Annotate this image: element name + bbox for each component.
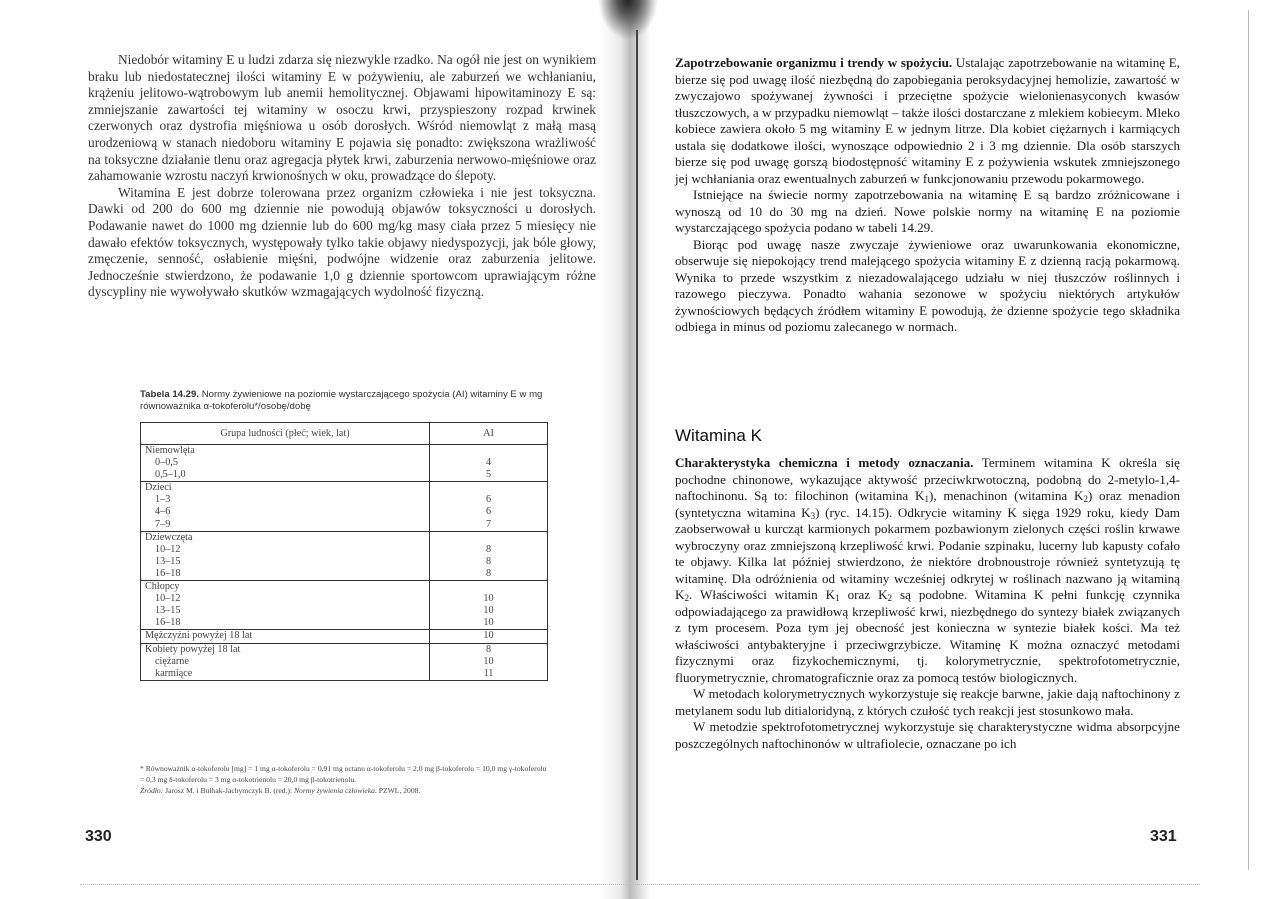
table-cell-group: 13–15 [141, 556, 430, 568]
table-cell-group: 7–9 [141, 519, 430, 532]
table-cell-group: Dziewczęta [141, 531, 430, 544]
text-run: ) oraz menadion (syntetyczna witamina K [675, 488, 1180, 520]
paragraph [675, 455, 1180, 686]
table-row [141, 617, 548, 630]
table-cell-ai: 4 [430, 457, 548, 469]
table-footnote [140, 763, 550, 796]
table-cell-group: Chłopcy [141, 581, 430, 594]
table-row [141, 630, 548, 643]
table-row [141, 643, 548, 656]
table-cell-ai [430, 445, 548, 458]
table-row [141, 457, 548, 469]
source-title: Normy żywienia człowieka. [293, 786, 377, 795]
subscript: 2 [1083, 494, 1088, 504]
text-run: ) (ryc. 14.15). Odkrycie witaminy K sięga 1929 roku, kiedy Dam zaobserwował u kurcząt karmionych pokarmem pozbawionym zielonych części roślin krwawe wybroczyny oraz zmniejszoną krzepliwość krwi. Podanie szpinaku, lucerny lub kapusty cofało te objawy. Kilka lat później stwierdzono, że niektóre drobnoustroje również syntetyzują tę witaminę. Dla odróżnienia od witaminy wcześniej odkrytej w roślinach nazwano ją witaminą K [675, 504, 1180, 602]
right-page-text-top [675, 55, 1180, 336]
table-row [141, 494, 548, 506]
table-cell-ai: 8 [430, 544, 548, 556]
page-number-right: 331 [1150, 828, 1177, 845]
table-cell-group: 10–12 [141, 593, 430, 605]
table-row [141, 593, 548, 605]
text-run: są podobne. Witamina K pełni funkcję czynnika odpowiadającego za prawidłową krzepliwość krwi, niezbędnego do syntezy białek związanych z tym procesem. Poza tym jej obecność jest konieczna w syntezie białek kości. Ma też właściwości antybakteryjne i przeciwgrzybicze. Witaminę K można oznaczyć metodami fizycznymi oraz fizykochemicznymi, tj. kolorymetrycznie, spektrofotometrycznie, fluorymetrycznie, chromatograficznie oraz za pomocą testów biologicznych. [675, 587, 1180, 685]
table-cell-group: 0,5–1,0 [141, 469, 430, 482]
table-header-group: Grupa ludności (płeć; wiek, lat) [141, 423, 430, 445]
paragraph: Witamina E jest dobrze tolerowana przez organizm człowieka i nie jest toksyczna. Dawki od 200 do 600 mg dziennie nie powodują objawów toksyczności u dorosłych. Podawanie nawet do 1000 mg dziennie lub do 600 mg/kg masy ciała przez 5 miesięcy nie dawało efektów toksycznych, występowały tylko takie objawy niedyspozycji, jak bóle głowy, zmęczenie, senność, osłabienie mięśni, podwójne widzenie oraz zaburzenia jelitowe. Jednocześnie stwierdzono, że podawanie 1,0 g dziennie sportowcom uprawiającym różne dyscypliny nie wywoływało skutków wzmagających wydolność fizyczną. [88, 184, 596, 300]
table-cell-group: Dzieci [141, 482, 430, 495]
table-row [141, 445, 548, 458]
left-page-text [88, 52, 596, 301]
paragraph-body: Ustalając zapotrzebowanie na witaminę E, bierze się pod uwagę ilość niezbędną do zapobiegania peroksydacyjnej hemolizie, zawartość w zwyczajowo spożywanej żywności i przeciętne spożycie wielonienasyconych kwasów tłuszczowych, a w przypadku niemowląt – także ilości dostarczane z mlekiem kobiecym. Mleko kobiece zawiera około 5 mg witaminy E w jednym litrze. Dla kobiet ciężarnych i karmiących ustala się dodatkowe ilości, wynoszące odpowiednio 2 i 3 mg dziennie. Dla osób starszych bierze się pod uwagę gorszą biodostępność witaminy E z pożywienia wskutek zmniejszonego jej wchłaniania oraz ewentualnych zaburzeń w funkcjonowaniu przewodu pokarmowego. [675, 55, 1180, 186]
table-cell-ai: 10 [430, 617, 548, 630]
table-cell-ai [430, 531, 548, 544]
table-row [141, 544, 548, 556]
text-run: oraz K [839, 587, 888, 602]
table-cell-ai: 10 [430, 630, 548, 643]
table-row [141, 482, 548, 495]
subscript: 3 [810, 510, 816, 521]
table-cell-group: 10–12 [141, 544, 430, 556]
table-cell-group: Mężczyźni powyżej 18 lat [141, 630, 430, 643]
text-run: . Właściwości witamin K [688, 587, 836, 602]
page-number-left: 330 [85, 828, 112, 845]
table-cell-group: Niemowlęta [141, 445, 430, 458]
table-cell-group: 16–18 [141, 617, 430, 630]
table-cell-group: 13–15 [141, 605, 430, 617]
table-cell-group: 0–0,5 [141, 457, 430, 469]
table-cell-ai: 7 [430, 519, 548, 532]
paragraph-lead: Zapotrzebowanie organizmu i trendy w spożyciu. [675, 55, 953, 70]
table-caption-text: Normy żywieniowe na poziomie wystarczającego spożycia (AI) witaminy E w mg równoważnika α-tokoferolu*/osobę/dobę [140, 389, 543, 412]
table-cell-ai: 8 [430, 556, 548, 568]
subscript: 1 [835, 593, 840, 603]
table-cell-group: ciężarne [141, 656, 430, 668]
subscript: 1 [924, 494, 929, 504]
source-authors: Jarosz M. i Bułhak-Jachymczyk B. (red.): [165, 786, 293, 795]
table-cell-ai: 5 [430, 469, 548, 482]
table-cell-group: karmiące [141, 668, 430, 681]
table-cell-ai: 10 [430, 605, 548, 617]
table-cell-ai: 6 [430, 494, 548, 506]
table-row [141, 656, 548, 668]
table-label: Tabela 14.29. [140, 389, 200, 400]
table-cell-ai: 8 [430, 568, 548, 581]
table-body [141, 445, 548, 681]
right-page-text-bottom [675, 455, 1180, 752]
table-row [141, 581, 548, 594]
table-row [141, 556, 548, 568]
norms-table [140, 422, 548, 681]
section-heading: Witamina K [675, 426, 762, 445]
table-cell-ai: 10 [430, 656, 548, 668]
table-header-ai: AI [430, 423, 548, 445]
table-row [141, 531, 548, 544]
table-cell-group: 16–18 [141, 568, 430, 581]
subscript: 2 [887, 593, 893, 603]
table-cell-ai: 6 [430, 506, 548, 518]
table-cell-ai [430, 482, 548, 495]
table-row [141, 568, 548, 581]
source-publisher: PZWL, 2008. [378, 786, 421, 795]
paragraph: Niedobór witaminy E u ludzi zdarza się niezwykle rzadko. Na ogół nie jest on wynikiem braku lub niedostatecznej ilości witaminy E w pożywieniu, ale zaburzeń we wchłanianiu, krążeniu jelitowo-wątrobowym lub anemii hemolitycznej. Objawami hipowitaminozy E są: zmniejszanie zawartości tej witaminy w osoczu krwi, przyspieszony rozpad krwinek czerwonych oraz dystrofia mięśniowa u osób dorosłych. Wśród niemowląt z małą masą urodzeniową w stanach niedoboru witaminy E pojawia się ponadto: zwiększona wrażliwość na toksyczne działanie tlenu oraz agregacja płytek krwi, zaburzenia nerwowo-mięśniowe oraz zahamowanie wzrostu naczyń krwionośnych w oku, prowadzące do ślepoty. [88, 52, 596, 184]
table-cell-ai: 10 [430, 593, 548, 605]
text-run: ), menachinon (witamina K [928, 488, 1084, 503]
table-cell-ai [430, 581, 548, 594]
source-line [140, 785, 550, 796]
table-cell-ai: 11 [430, 668, 548, 681]
subscript: 2 [684, 593, 689, 603]
table-cell-ai: 8 [430, 643, 548, 656]
table-row [141, 668, 548, 681]
paragraph: Istniejące na świecie normy zapotrzebowania na witaminę E są bardzo zróżnicowane i wynoszą od 10 do 30 mg na dzień. Nowe polskie normy na witaminę E na poziomie wystarczającego spożycia podano w tabeli 14.29. [675, 187, 1180, 235]
table-row [141, 519, 548, 532]
table-row [141, 469, 548, 482]
paragraph: Biorąc pod uwagę nasze zwyczaje żywieniowe oraz uwarunkowania ekonomiczne, obserwuje się niepokojący trend malejącego spożycia witaminy E z dzienną racją pokarmową. Wynika to przede wszystkim z niezadowalającego udziału w niej tłuszczów roślinnych i razowego pieczywa. Ponadto wahania sezonowe w spożyciu niektórych artykułów żywnościowych będących źródłem witaminy E powodują, że dzienne spożycie tego składnika odbiega in minus od poziomu zalecanego w normach. [675, 236, 1180, 334]
paragraph-lead: Charakterystyka chemiczna i metody oznaczania. [675, 455, 974, 470]
paragraph: W metodzie spektrofotometrycznej wykorzystuje się charakterystyczne widma absorpcyjne poszczególnych naftochinonów w ultrafiolecie, oznaczane po ich [675, 719, 1180, 751]
paragraph [675, 55, 1180, 187]
text-run: Terminem witamina K określa się pochodne chinonowe, wykazujące aktywość przeciwkrwotoczną, podobną do 2-metylo-1,4-naftochinonu. Są to: filochinon (witamina K [675, 455, 1180, 503]
paragraph: W metodach kolorymetrycznych wykorzystuje się reakcje barwne, jakie dają naftochinony z metylanem sodu lub ditialoridyną, z których czułość tych reakcji jest stosunkowo mała. [675, 686, 1180, 718]
table-cell-group: 4–6 [141, 506, 430, 518]
table-row [141, 506, 548, 518]
footnote-text: * Równoważnik α-tokoferolu [mg] = 1 mg α-tokoferolu = 0,91 mg octanu α-tokoferolu = 2,0 mg β-tokoferolu = 10,0 mg γ-tokoferolu = 0,3 mg δ-tokoferolu = 3 mg α-tokotrienolu = 20,0 mg β-tokotrienolu. [140, 764, 547, 784]
table-cell-group: 1–3 [141, 494, 430, 506]
table-caption [140, 389, 550, 413]
table-cell-group: Kobiety powyżej 18 lat [141, 643, 430, 656]
page-divider [636, 30, 638, 880]
source-label: Źródło: [140, 786, 164, 795]
table-row [141, 605, 548, 617]
